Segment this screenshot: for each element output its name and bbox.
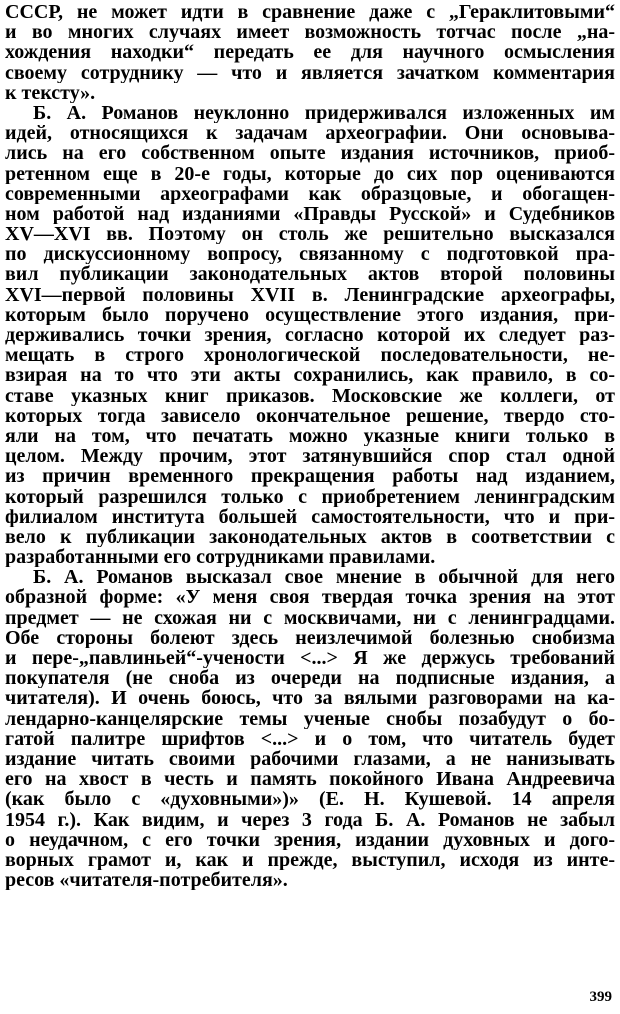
text-line: XV—XVI вв. Поэтому он столь же решительно высказался bbox=[5, 224, 615, 245]
text-line: разработанными его сотрудниками правилами. bbox=[5, 547, 436, 568]
text-line: ставе указных книг приказов. Московские же коллеги, от bbox=[5, 385, 615, 406]
text-line: Обе стороны болеют здесь неизлечимой болезнью снобизма bbox=[5, 627, 615, 648]
text-line: по дискуссионному вопросу, связанному с подготовкой пра- bbox=[5, 244, 615, 265]
text-line: Б. А. Романов высказал свое мнение в обычной для него bbox=[33, 567, 615, 588]
text-line: ном работой над изданиями «Правды Русской» и Судебников bbox=[5, 203, 615, 225]
text-line: к тексту». bbox=[5, 82, 96, 103]
text-line: которых тогда зависело окончательное решение, твердо сто- bbox=[5, 405, 615, 426]
text-line: ворных грамот и, как и прежде, выступил, исходя из инте- bbox=[5, 849, 615, 871]
text-line: лись на его собственном опыте издания источников, приоб- bbox=[5, 143, 615, 164]
text-line: покупателя (не сноба из очереди на подписные издания, а bbox=[5, 668, 615, 689]
text-line: ретенном еще в 20-е годы, которые до сих пор оцениваются bbox=[5, 163, 615, 184]
text-line: Б. А. Романов неуклонно придерживался изложенных им bbox=[33, 102, 615, 124]
text-line: его на хвост в честь и память покойного Ивана Андреевича bbox=[5, 769, 615, 790]
text-line: современными археографами как образцовые, и обогащен- bbox=[5, 183, 615, 204]
text-line: и пере-„павлиньей“-учености <...> Я же держусь требований bbox=[5, 648, 615, 669]
text-line: хождения находки“ передать ее для научного осмысления bbox=[5, 42, 615, 63]
text-line: и во многих случаях имеет возможность тотчас после „на- bbox=[5, 22, 615, 43]
text-line: мещать в строго хронологической последовательности, не- bbox=[5, 345, 615, 366]
text-line: целом. Между прочим, этот затянувшийся спор стал одной bbox=[5, 446, 615, 467]
text-line: читателя). И очень боюсь, что за вялыми разговорами на ка- bbox=[5, 688, 615, 709]
text-line: который разрешился только с приобретением ленинградским bbox=[5, 486, 615, 507]
text-line: издание читать своими рабочими глазами, а не нанизывать bbox=[5, 748, 615, 770]
text-line: СССР, не может идти в сравнение даже с „Гераклитовыми“ bbox=[5, 2, 615, 23]
text-line: идей, относящихся к задачам археографии. Они основыва- bbox=[5, 123, 615, 144]
text-line: XVI—первой половины XVII в. Ленинградские археографы, bbox=[5, 284, 615, 305]
text-line: которым было поручено осуществление этого издания, при- bbox=[5, 304, 615, 325]
text-line: ресов «читателя-потребителя». bbox=[5, 870, 288, 891]
text-line: яли на том, что печатать можно указные книги только в bbox=[5, 425, 615, 447]
body-text bbox=[5, 2, 615, 890]
text-line: вело к публикации законодательных актов в соответствии с bbox=[5, 526, 615, 548]
text-line: из причин временного прекращения работы над изданием, bbox=[5, 466, 615, 487]
text-line: лендарно-канцелярские темы ученые снобы позабудут о бо- bbox=[5, 708, 615, 729]
text-line: о неудачном, с его точки зрения, издании духовных и дого- bbox=[5, 829, 615, 850]
text-line: вил публикации законодательных актов второй половины bbox=[5, 264, 615, 285]
text-line: филиалом института большей самостоятельности, что и при- bbox=[5, 506, 615, 527]
text-line: своему сотруднику — что и является зачатком комментария bbox=[5, 62, 615, 83]
text-line: взирая на то что эти акты сохранились, как правило, в со- bbox=[5, 365, 615, 386]
text-line: (как было с «духовными»)» (Е. Н. Кушевой. 14 апреля bbox=[5, 789, 615, 810]
page-number: 399 bbox=[589, 989, 612, 1005]
text-line: предмет — не схожая ни с москвичами, ни с ленинградцами. bbox=[5, 607, 615, 628]
text-line: образной форме: «У меня своя твердая точка зрения на этот bbox=[5, 587, 615, 608]
text-line: гатой палитре шрифтов <...> и о том, что читатель будет bbox=[5, 728, 615, 749]
text-line: держивались точки зрения, согласно которой их следует раз- bbox=[5, 325, 615, 346]
text-line: 1954 г.). Как видим, и через 3 года Б. А. Романов не забыл bbox=[5, 809, 615, 830]
